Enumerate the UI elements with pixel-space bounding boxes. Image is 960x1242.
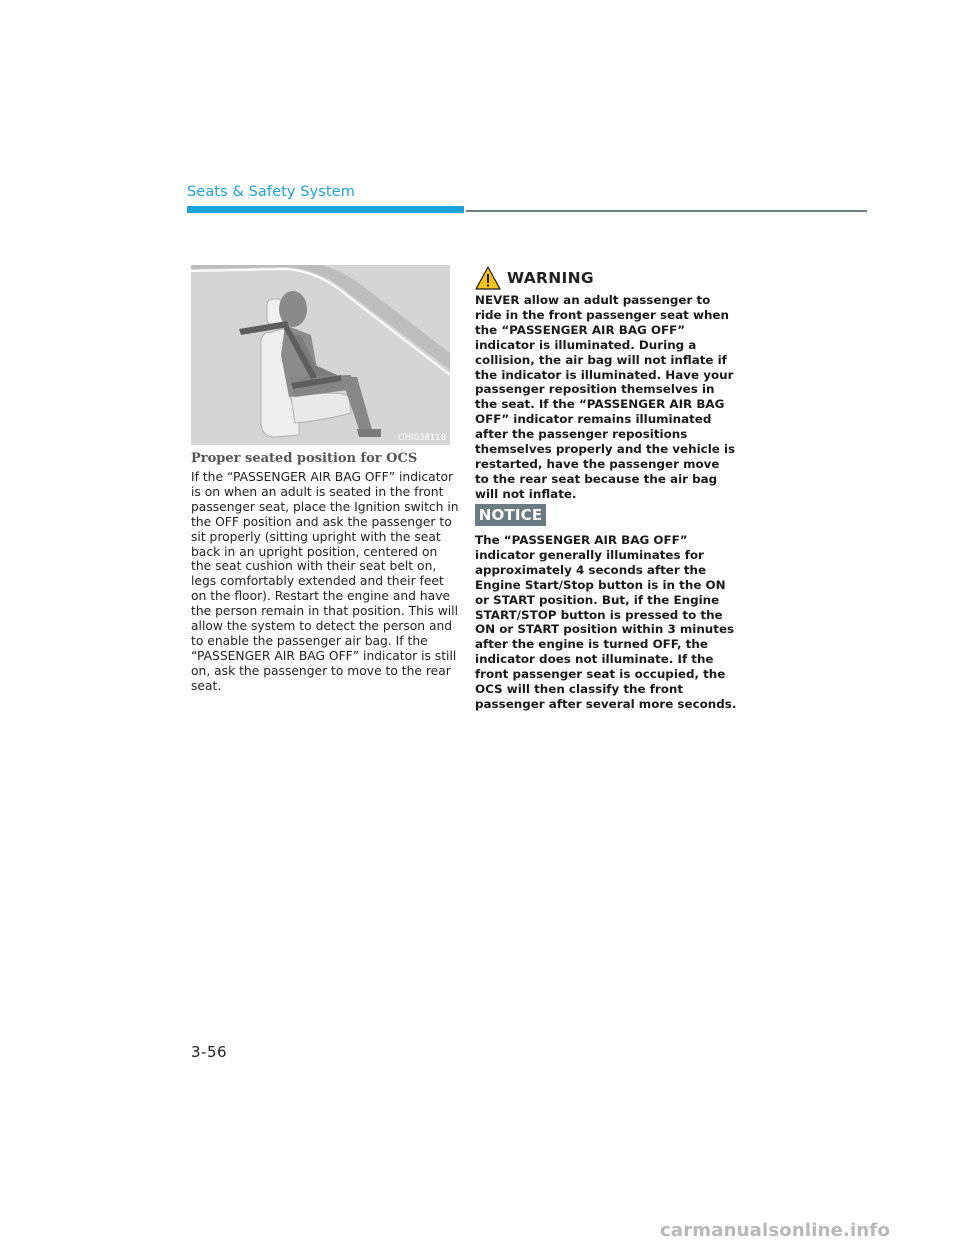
page-number: 3-56 xyxy=(191,1043,228,1061)
header-rule xyxy=(466,210,867,212)
figure-code: OHI038118 xyxy=(397,433,446,443)
warning-text: NEVER allow an adult passenger to ride in the front passenger seat when the “PASSENGER AIR BAG OFF” indicator is illuminated. During a collision, the air bag will not inflate if the indicator is illuminated. Have your passenger reposition themselves in the seat. If the “PASSENGER AIR BAG OFF” indicator remains illuminated after the passenger repositions themselves properly and the vehicle is restarted, have the passenger move to the rear seat because the air bag will not inflate. xyxy=(475,293,736,501)
figure-caption: Proper seated position for OCS xyxy=(191,451,418,466)
header-rule-accent xyxy=(187,206,464,213)
warning-title: WARNING xyxy=(507,269,594,287)
notice-badge: NOTICE xyxy=(475,504,546,526)
warning-triangle-icon xyxy=(475,266,501,290)
body-paragraph: If the “PASSENGER AIR BAG OFF” indicator is on when an adult is seated in the front passenger seat, place the Ignition switch in the OFF position and ask the passenger to sit properly (sitting upright with the seat back in an upright position, centered on the seat cushion with their seat belt on, legs comfortably extended and their feet on the floor). Restart the engine and have the person remain in that position. This will allow the system to detect the person and to enable the passenger air bag. If the “PASSENGER AIR BAG OFF” indicator is still on, ask the passenger to move to the rear seat. xyxy=(191,470,459,693)
section-title: Seats & Safety System xyxy=(187,184,355,200)
seated-position-illustration xyxy=(191,265,450,445)
watermark: carmanualsonline.info xyxy=(660,1220,891,1241)
notice-text: The “PASSENGER AIR BAG OFF” indicator generally illuminates for approximately 4 seconds after the Engine Start/Stop button is in the ON or START position. But, if the Engine START/STOP button is pressed to the ON or START position within 3 minutes after the engine is turned OFF, the indicator does not illuminate. If the front passenger seat is occupied, the OCS will then classify the front passenger after several more seconds. xyxy=(475,533,737,711)
passenger-seated-figure xyxy=(191,265,450,445)
warning-header xyxy=(475,265,594,291)
